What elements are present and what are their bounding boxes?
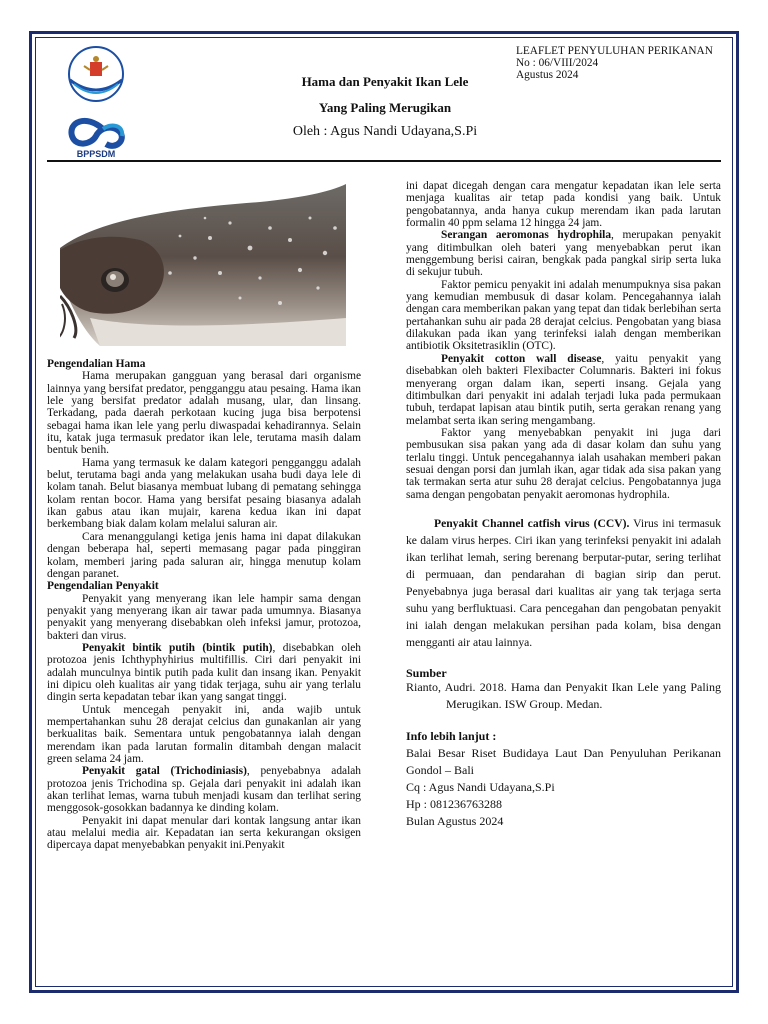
title-line-2: Yang Paling Merugikan [318,100,452,115]
ministry-logo [56,44,136,164]
reference: Rianto, Audri. 2018. Hama dan Penyakit Ikan Lele yang Paling Merugikan. ISW Group. Medan. [406,680,721,712]
info-contact: Cq : Agus Nandi Udayana,S.Pi [406,780,555,795]
paragraph: Faktor yang menyebabkan penyakit ini juga dari pembusukan sisa pakan yang ada di dasar kolam dan suhu yang terlalu tinggi. Untuk pencegahannya ialah usahakan memberi pakan sesuai dengan porsi dan jumlah ikan, agar tidak ada sisa pakan yang tak termakan serta atur suhu 28 derajat celcius. Pengobatannya juga sama dengan pengobatan penyakit aeromonas hydrophila. [406,426,721,501]
paragraph-text: , yaitu penyakit yang disebabkan oleh bakteri Flexibacter Columnaris. Bakteri ini fokus menyerang organ dalam ikan, seperti insang. Gejala yang ditimbulkan dari penyakit ini adalah terjadi luka pada permukaan tubuh, terdapat lapisan atau bintik putih, serta gerakan renang yang melambat serta ikan sering mengambang. [406,352,721,427]
info-institution: Balai Besar Riset Budidaya Laut Dan Penyuluhan Perikanan Gondol – Bali [406,746,721,778]
heading-info: Info lebih lanjut : [406,729,497,744]
paragraph-text: , merupakan penyakit yang ditimbulkan oleh bateri yang menyebabkan perut ikan menggembung berisi cairan, bengkak pada pangkal sirip serta luka di sekujur tubuh. [406,229,721,279]
leaflet-number: No : 06/VIII/2024 [516,57,599,69]
header-rule [47,160,721,162]
paragraph: Faktor pemicu penyakit ini adalah menumpuknya sisa pakan yang kemudian membusuk di dasar kolam. Pencegahannya ialah dengan cara memberikan pakan yang tepat dan tidak berlebihan serta pertahankan suhu air pada 28 derajat celcius. Pengobatan yang biasa dilakukan pada ikan yang terinfeksi ialah dengan memberikan antibiotik Oksitetrasiklin (OTC). [406,278,721,353]
heading-pengendalian-hama: Pengendalian Hama [47,358,146,370]
leaflet-label: LEAFLET PENYULUHAN PERIKANAN [516,45,713,57]
paragraph: Hama merupakan gangguan yang berasal dari organisme lainnya yang bersifat predator, pengganggu atau pesaing. Hama ikan lele yang bersifat predator adalah musang, ular, dan linsang. Terkadang, pada daerah perkotaan kucing juga bisa berpotensi sebagai hama ikan lele yang perlu diwaspadai kehadirannya. Selain itu, katak juga termasuk predator ikan lele, terutama masih dalam bentuk benih. [47,370,361,457]
disease-name: Penyakit bintik putih (bintik putih) [82,641,273,654]
paragraph-text: Virus ini termasuk ke dalam virus herpes. Ciri ikan yang terinfeksi penyakit ini adalah ikan terlihat lemah, sering berenang berputar-putar, sering terlihat di permuaan, dan pendarahan di bagian sirip dan perut. Penyebabnya juga berasal dari kualitas air yang tak terjaga serta suhu yang berfluktuasi. Cara pencegahan dan pengobatan penyakit ini ialah dengan melakukan persihan pada kolam, bisa dengan mengganti air atau lainnya. [406,516,721,649]
disease-name: Serangan aeromonas hydrophila [441,229,612,242]
disease-name: Penyakit cotton wall disease [441,352,602,365]
paragraph [406,515,721,651]
paragraph: Untuk mencegah penyakit ini, anda wajib untuk mempertahankan suhu 28 derajat celcius dan gunakanlan air yang berkualitas baik. Sementara untuk pengobatannya ialah dengan merendam ikan pada larutan formalin ditambah dengan malacit green selama 24 jam. [47,703,361,765]
paragraph: Cara menanggulangi ketiga jenis hama ini dapat dilakukan dengan beberapa hal, seperti memasang pagar pada pinggiran kolam, memberi jaring pada saluran air, hingga menutup kolam dengan paranet. [47,530,361,580]
right-column [406,180,721,830]
paragraph [47,765,361,814]
paragraph [47,642,361,704]
paragraph-text: , disebabkan oleh protozoa jenis Ichthyphyhirius multifillis. Ciri dari penyakit ini adalah munculnya bintik putih pada kulit dan insang ikan. Penyakit ini dipicu oleh kualitas air yang tidak terjaga, suhu air yang terlalu dingin serta kepadatan tebar ikan yang sangat tinggi. [47,641,361,704]
paragraph: Penyakit ini dapat menular dari kontak langsung antar ikan atau melalui media air. Kepadatan ian serta kekurangan oksigen dipercaya dapat menyebabkan penyakit ini.Penyakit [47,814,361,852]
logo-group [56,44,136,164]
paragraph [406,229,721,278]
paragraph: Penyakit yang menyerang ikan lele hampir sama dengan penyakit yang menyerang ikan air tawar pada umumnya. Biasanya penyakit yang menyerang disebabkan oleh infeksi jamur, protozoa, bakteri dan virus. [47,592,361,642]
disease-name: Penyakit Channel catfish virus (CCV). [434,516,630,530]
title-line-1: Hama dan Penyakit Ikan Lele [301,74,469,89]
info-date: Bulan Agustus 2024 [406,814,504,829]
paragraph: ini dapat dicegah dengan cara mengatur kepadatan ikan lele serta menjaga kualitas air tetap pada kondisi yang baik. Untuk pengobatannya, anda hanya cukup merendam ikan pada larutan formalin 40 ppm selama 12 hingga 24 jam. [406,180,721,230]
heading-pengendalian-penyakit: Pengendalian Penyakit [47,580,159,593]
catfish-photo [60,178,346,346]
leaflet-date: Agustus 2024 [516,69,579,81]
heading-sumber: Sumber [406,665,447,680]
paragraph [406,353,721,427]
left-column [47,358,361,852]
disease-name: Penyakit gatal (Trichodiniasis) [82,765,247,778]
info-phone: Hp : 081236763288 [406,797,502,812]
leaflet-info [516,45,713,81]
author: Oleh : Agus Nandi Udayana,S.Pi [292,124,478,139]
paragraph: Hama yang termasuk ke dalam kategori pengganggu adalah belut, terutama bagi anda yang melakukan usaha budi daya lele di kolam tanah. Belut biasanya membuat lubang di pematang sehingga kolam rentan bocor. Hama yang bersifat pesaing biasanya adalah ikan gabus atau ikan mujair, karena kedua ikan ini dapat berkembang biak dalam kolam melalui saluran air. [47,456,361,531]
bppsdm-wordmark: BPPSDM [76,149,116,159]
paragraph-text: , penyebabnya adalah protozoa jenis Trichodina sp. Gejala dari penyakit ini adalah ikan akan terlihat lemas, warna tubuh menjadi kusam dan terlihat sering menggosok-gosokkan badannya ke dinding kolam. [47,765,361,815]
